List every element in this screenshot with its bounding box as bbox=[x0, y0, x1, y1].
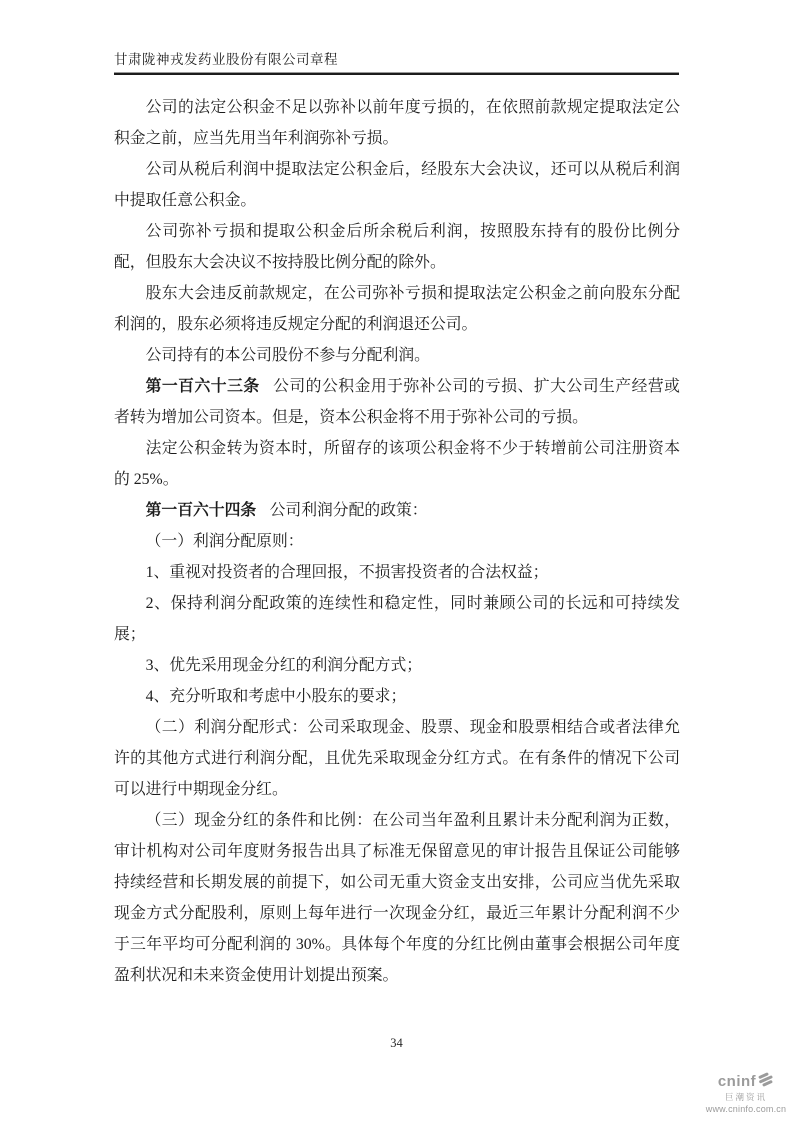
page-number: 34 bbox=[390, 1036, 403, 1050]
paragraph bbox=[114, 712, 680, 805]
cninfo-brand-line bbox=[702, 1072, 790, 1091]
paragraph bbox=[114, 340, 680, 371]
paragraph-text: 法定公积金转为资本时，所留存的该项公积金将不少于转增前公司注册资本的 25%。 bbox=[114, 440, 680, 488]
paragraph-text: （三）现金分红的条件和比例：在公司当年盈利且累计未分配利润为正数，审计机构对公司年度财务报告出具了标准无保留意见的审计报告且保证公司能够持续经营和长期发展的前提下，如公司无重大资金支出安排，公司应当优先采取现金方式分配股利，原则上每年进行一次现金分红，最近三年累计分配利润不少于三年平均可分配利润的 30%。具体每个年度的分红比例由董事会根据公司年度盈利状况和未来资金使用计划提出预案。 bbox=[114, 812, 680, 984]
cninfo-brand-cn: 巨潮资讯 bbox=[724, 1092, 767, 1102]
paragraph-text: 公司的法定公积金不足以弥补以前年度亏损的，在依照前款规定提取法定公积金之前，应当先用当年利润弥补亏损。 bbox=[114, 99, 680, 147]
paragraph-text: 4、充分听取和考虑中小股东的要求； bbox=[145, 688, 407, 705]
header-rule bbox=[114, 72, 679, 75]
paragraph-text: （二）利润分配形式：公司采取现金、股票、现金和股票相结合或者法律允许的其他方式进行利润分配，且优先采取现金分红方式。在有条件的情况下公司可以进行中期现金分红。 bbox=[114, 719, 680, 798]
paragraph-text: （一）利润分配原则： bbox=[145, 533, 304, 550]
paragraph bbox=[114, 154, 680, 216]
paragraph bbox=[114, 557, 680, 588]
cninfo-brand: cninf bbox=[717, 1073, 757, 1090]
paragraph bbox=[114, 216, 680, 278]
paragraph bbox=[114, 526, 680, 557]
paragraph-text: 公司从税后利润中提取法定公积金后，经股东大会决议，还可以从税后利润中提取任意公积金。 bbox=[114, 161, 680, 209]
clause-number: 第一百六十三条 bbox=[145, 378, 260, 395]
cninfo-url: www.cninfo.com.cn bbox=[705, 1103, 787, 1114]
paragraph bbox=[114, 433, 680, 495]
paragraph-text: 公司的公积金用于弥补公司的亏损、扩大公司生产经营或者转为增加公司资本。但是，资本公积金将不用于弥补公司的亏损。 bbox=[114, 378, 680, 426]
paragraph-text: 公司持有的本公司股份不参与分配利润。 bbox=[145, 347, 430, 364]
cninfo-swirl-icon bbox=[757, 1072, 774, 1091]
paragraph bbox=[114, 495, 680, 526]
paragraph-text: 3、优先采用现金分红的利润分配方式； bbox=[145, 657, 423, 674]
paragraph bbox=[114, 588, 680, 650]
paragraph bbox=[114, 278, 680, 340]
document-body bbox=[114, 92, 680, 991]
paragraph-text: 公司弥补亏损和提取公积金后所余税后利润，按照股东持有的股份比例分配，但股东大会决议不按持股比例分配的除外。 bbox=[114, 223, 680, 271]
paragraph bbox=[114, 650, 680, 681]
paragraph bbox=[114, 371, 680, 433]
document-header bbox=[114, 48, 679, 75]
paragraph-text: 1、重视对投资者的合理回报，不损害投资者的合法权益； bbox=[145, 564, 549, 581]
document-title: 甘肃陇神戎发药业股份有限公司章程 bbox=[114, 52, 338, 67]
paragraph-text: 公司利润分配的政策： bbox=[269, 502, 428, 519]
paragraph bbox=[114, 92, 680, 154]
paragraph bbox=[114, 805, 680, 991]
clause-number: 第一百六十四条 bbox=[145, 502, 257, 519]
paragraph-text: 股东大会违反前款规定，在公司弥补亏损和提取法定公积金之前向股东分配利润的，股东必须将违反规定分配的利润退还公司。 bbox=[114, 285, 680, 333]
paragraph-text: 2、保持利润分配政策的连续性和稳定性，同时兼顾公司的长远和可持续发展； bbox=[114, 595, 680, 643]
cninfo-logo bbox=[702, 1072, 790, 1114]
paragraph bbox=[114, 681, 680, 712]
